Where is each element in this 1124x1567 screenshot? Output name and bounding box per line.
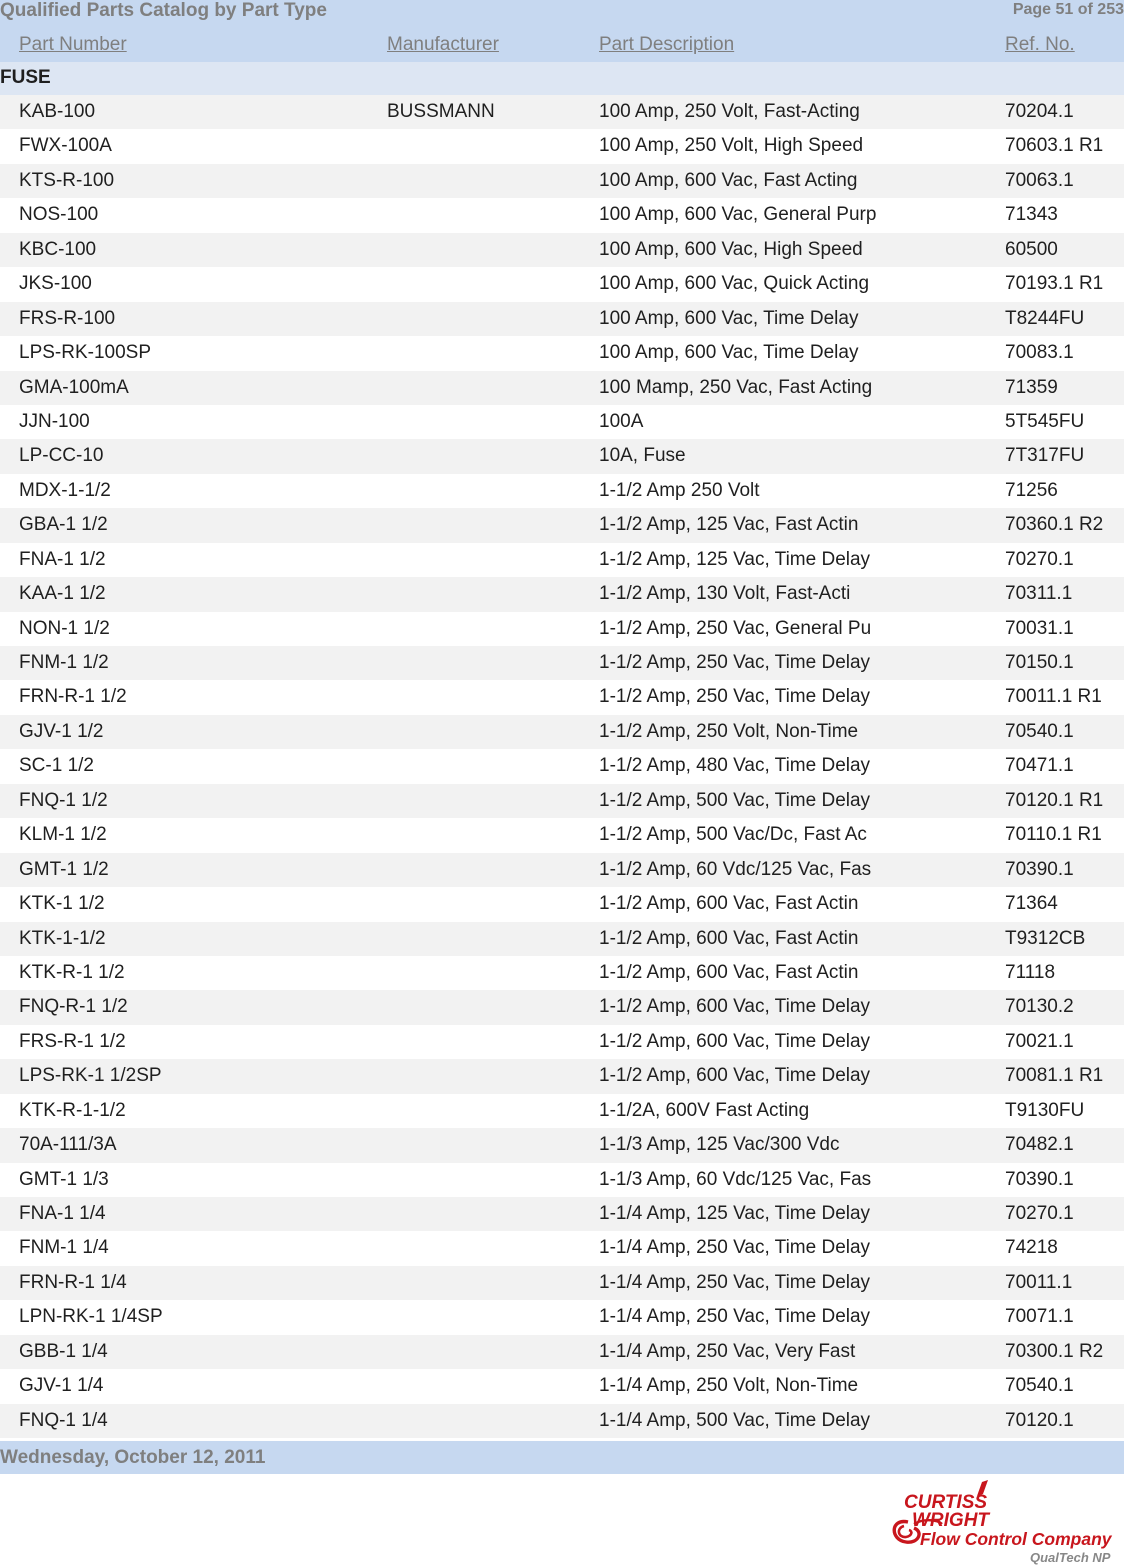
description-cell: 1-1/3 Amp, 60 Vdc/125 Vac, Fas bbox=[599, 1168, 872, 1190]
part-number-cell: SC-1 1/2 bbox=[19, 755, 94, 777]
ref-no-cell: 70270.1 bbox=[1005, 548, 1074, 570]
part-number-cell: FRN-R-1 1/4 bbox=[19, 1271, 127, 1293]
part-number-cell: FWX-100A bbox=[19, 135, 112, 157]
part-number-cell: FRS-R-100 bbox=[19, 307, 116, 329]
ref-no-cell: 70540.1 bbox=[1005, 720, 1074, 742]
ref-no-cell: 70021.1 bbox=[1005, 1030, 1074, 1052]
ref-no-cell: 5T545FU bbox=[1005, 410, 1085, 432]
ref-no-cell: 70300.1 R2 bbox=[1005, 1340, 1104, 1362]
description-cell: 1-1/4 Amp, 250 Volt, Non-Time bbox=[599, 1375, 859, 1397]
table-row bbox=[0, 1266, 1124, 1300]
description-cell: 1-1/2 Amp, 600 Vac, Time Delay bbox=[599, 996, 871, 1018]
parts-table bbox=[0, 95, 1124, 1438]
logo-graphic bbox=[884, 1478, 1124, 1567]
table-row bbox=[0, 543, 1124, 577]
column-header-description: Part Description bbox=[599, 34, 735, 55]
column-header-ref-no: Ref. No. bbox=[1005, 34, 1075, 55]
description-cell: 1-1/2 Amp, 600 Vac, Fast Actin bbox=[599, 927, 859, 949]
part-number-cell: FRN-R-1 1/2 bbox=[19, 686, 127, 708]
table-row bbox=[0, 233, 1124, 267]
logo-line4: QualTech NP bbox=[1030, 1550, 1111, 1565]
description-cell: 100 Amp, 250 Volt, Fast-Acting bbox=[599, 101, 860, 122]
manufacturer-cell: BUSSMANN bbox=[387, 101, 495, 122]
ref-no-cell: T9130FU bbox=[1005, 1099, 1085, 1121]
part-number-cell: FNM-1 1/4 bbox=[19, 1237, 109, 1259]
part-number-cell: FNM-1 1/2 bbox=[19, 652, 109, 673]
description-cell: 100 Amp, 600 Vac, General Purp bbox=[599, 204, 877, 226]
part-number-cell: NON-1 1/2 bbox=[19, 617, 110, 639]
table-row bbox=[0, 405, 1124, 439]
part-number-cell: 70A-111/3A bbox=[19, 1134, 117, 1156]
part-number-cell: KAB-100 bbox=[19, 101, 96, 122]
part-number-cell: LPS-RK-1 1/2SP bbox=[19, 1065, 162, 1087]
table-row bbox=[0, 95, 1124, 129]
group-header bbox=[0, 62, 1124, 95]
report-footer bbox=[0, 1441, 1124, 1474]
table-row bbox=[0, 853, 1124, 887]
description-cell: 100 Amp, 600 Vac, Time Delay bbox=[599, 307, 859, 329]
description-cell: 1-1/2 Amp, 250 Vac, Time Delay bbox=[599, 686, 871, 708]
footer-date: Wednesday, October 12, 2011 bbox=[0, 1447, 266, 1468]
table-row bbox=[0, 1231, 1124, 1265]
description-cell: 1-1/4 Amp, 125 Vac, Time Delay bbox=[599, 1203, 871, 1224]
table-row bbox=[0, 1335, 1124, 1369]
description-cell: 10A, Fuse bbox=[599, 445, 686, 467]
table-row bbox=[0, 715, 1124, 749]
ref-no-cell: 71343 bbox=[1005, 204, 1058, 226]
ref-no-cell: 74218 bbox=[1005, 1237, 1058, 1259]
table-row bbox=[0, 336, 1124, 370]
ref-no-cell: 70360.1 R2 bbox=[1005, 514, 1104, 536]
ref-no-cell: 70011.1 R1 bbox=[1005, 686, 1102, 708]
ref-no-cell: 70071.1 bbox=[1005, 1306, 1074, 1328]
part-number-cell: GBB-1 1/4 bbox=[19, 1340, 108, 1362]
table-row bbox=[0, 680, 1124, 714]
report-title: Qualified Parts Catalog by Part Type bbox=[0, 0, 327, 21]
part-number-cell: GBA-1 1/2 bbox=[19, 514, 108, 536]
description-cell: 1-1/4 Amp, 500 Vac, Time Delay bbox=[599, 1409, 871, 1431]
ref-no-cell: 70120.1 bbox=[1005, 1409, 1074, 1431]
part-number-cell: FNA-1 1/2 bbox=[19, 548, 106, 570]
ref-no-cell: 7T317FU bbox=[1005, 445, 1085, 467]
part-number-cell: LPN-RK-1 1/4SP bbox=[19, 1306, 163, 1328]
description-cell: 1-1/2 Amp, 480 Vac, Time Delay bbox=[599, 755, 871, 777]
ref-no-cell: 70390.1 bbox=[1005, 1168, 1074, 1190]
table-row bbox=[0, 612, 1124, 646]
ref-no-cell: 71364 bbox=[1005, 893, 1058, 915]
description-cell: 1-1/3 Amp, 125 Vac/300 Vdc bbox=[599, 1134, 840, 1156]
description-cell: 1-1/2 Amp, 250 Volt, Non-Time bbox=[599, 720, 859, 742]
ref-no-cell: 70603.1 R1 bbox=[1005, 135, 1104, 157]
description-cell: 100 Amp, 600 Vac, High Speed bbox=[599, 238, 863, 260]
table-row bbox=[0, 1163, 1124, 1197]
description-cell: 100 Amp, 250 Volt, High Speed bbox=[599, 135, 864, 157]
description-cell: 1-1/2A, 600V Fast Acting bbox=[599, 1099, 810, 1121]
table-row bbox=[0, 749, 1124, 783]
table-row bbox=[0, 887, 1124, 921]
table-row bbox=[0, 302, 1124, 336]
page-number: Page 51 of 253 bbox=[1012, 1, 1124, 18]
part-number-cell: KTS-R-100 bbox=[19, 169, 115, 191]
table-row bbox=[0, 956, 1124, 990]
ref-no-cell: 70110.1 R1 bbox=[1005, 824, 1102, 846]
description-cell: 100 Amp, 600 Vac, Quick Acting bbox=[599, 273, 870, 295]
ref-no-cell: 70540.1 bbox=[1005, 1375, 1074, 1397]
ref-no-cell: 70471.1 bbox=[1005, 755, 1074, 777]
part-number-cell: MDX-1-1/2 bbox=[19, 479, 111, 501]
description-cell: 1-1/2 Amp, 600 Vac, Fast Actin bbox=[599, 961, 859, 983]
ref-no-cell: 70193.1 R1 bbox=[1005, 273, 1104, 295]
description-cell: 100 Amp, 600 Vac, Time Delay bbox=[599, 342, 859, 364]
part-number-cell: KAA-1 1/2 bbox=[19, 583, 106, 605]
table-row bbox=[0, 198, 1124, 232]
part-number-cell: FNQ-1 1/2 bbox=[19, 789, 108, 811]
description-cell: 1-1/4 Amp, 250 Vac, Very Fast bbox=[599, 1340, 856, 1362]
part-number-cell: JJN-100 bbox=[19, 410, 90, 432]
table-row bbox=[0, 371, 1124, 405]
ref-no-cell: T9312CB bbox=[1005, 927, 1086, 949]
description-cell: 1-1/2 Amp, 125 Vac, Fast Actin bbox=[599, 514, 859, 536]
table-row bbox=[0, 1025, 1124, 1059]
description-cell: 100A bbox=[599, 410, 644, 432]
description-cell: 100 Amp, 600 Vac, Fast Acting bbox=[599, 169, 858, 191]
description-cell: 1-1/2 Amp, 60 Vdc/125 Vac, Fas bbox=[599, 858, 872, 880]
ref-no-cell: 71118 bbox=[1005, 961, 1056, 983]
description-cell: 1-1/2 Amp 250 Volt bbox=[599, 479, 760, 501]
table-row bbox=[0, 1128, 1124, 1162]
part-number-cell: JKS-100 bbox=[19, 273, 92, 295]
table-row bbox=[0, 818, 1124, 852]
part-number-cell: LP-CC-10 bbox=[19, 445, 104, 467]
ref-no-cell: 70083.1 bbox=[1005, 342, 1074, 364]
part-number-cell: KTK-R-1 1/2 bbox=[19, 961, 125, 983]
column-header-manufacturer: Manufacturer bbox=[387, 34, 499, 55]
table-row bbox=[0, 129, 1124, 163]
ref-no-cell: 70204.1 bbox=[1005, 101, 1074, 122]
table-row bbox=[0, 508, 1124, 542]
logo-line3: Flow Control Company bbox=[920, 1529, 1112, 1549]
part-number-cell: GMT-1 1/2 bbox=[19, 858, 109, 880]
description-cell: 1-1/2 Amp, 600 Vac, Time Delay bbox=[599, 1030, 871, 1052]
description-cell: 1-1/2 Amp, 600 Vac, Time Delay bbox=[599, 1065, 871, 1087]
part-number-cell: FNQ-R-1 1/2 bbox=[19, 996, 128, 1018]
part-number-cell: KBC-100 bbox=[19, 238, 97, 260]
description-cell: 100 Mamp, 250 Vac, Fast Acting bbox=[599, 376, 873, 398]
table-row bbox=[0, 439, 1124, 473]
table-row bbox=[0, 990, 1124, 1024]
description-cell: 1-1/4 Amp, 250 Vac, Time Delay bbox=[599, 1271, 871, 1293]
description-cell: 1-1/2 Amp, 500 Vac/Dc, Fast Ac bbox=[599, 824, 867, 846]
logo-line2: WRIGHT bbox=[912, 1510, 990, 1531]
part-number-cell: NOS-100 bbox=[19, 204, 99, 226]
ref-no-cell: 70063.1 bbox=[1005, 169, 1074, 191]
table-row bbox=[0, 646, 1124, 680]
ref-no-cell: 70270.1 bbox=[1005, 1203, 1074, 1224]
ref-no-cell: 70081.1 R1 bbox=[1005, 1065, 1104, 1087]
column-header-part-number: Part Number bbox=[19, 34, 127, 55]
ref-no-cell: 70150.1 bbox=[1005, 652, 1074, 673]
table-row bbox=[0, 474, 1124, 508]
ref-no-cell: T8244FU bbox=[1005, 307, 1085, 329]
description-cell: 1-1/4 Amp, 250 Vac, Time Delay bbox=[599, 1306, 871, 1328]
description-cell: 1-1/2 Amp, 600 Vac, Fast Actin bbox=[599, 893, 859, 915]
logo-line1: CURTISS bbox=[904, 1492, 988, 1513]
description-cell: 1-1/2 Amp, 130 Volt, Fast-Acti bbox=[599, 583, 851, 605]
description-cell: 1-1/2 Amp, 250 Vac, Time Delay bbox=[599, 652, 871, 673]
description-cell: 1-1/2 Amp, 250 Vac, General Pu bbox=[599, 617, 872, 639]
ref-no-cell: 70482.1 bbox=[1005, 1134, 1074, 1156]
table-row bbox=[0, 577, 1124, 611]
table-row bbox=[0, 1094, 1124, 1128]
description-cell: 1-1/4 Amp, 250 Vac, Time Delay bbox=[599, 1237, 871, 1259]
part-number-cell: FNQ-1 1/4 bbox=[19, 1409, 108, 1431]
part-number-cell: GJV-1 1/4 bbox=[19, 1375, 104, 1397]
part-number-cell: KTK-1-1/2 bbox=[19, 927, 106, 949]
ref-no-cell: 70311.1 bbox=[1005, 583, 1073, 605]
table-row bbox=[0, 1404, 1124, 1438]
ref-no-cell: 70390.1 bbox=[1005, 858, 1074, 880]
part-number-cell: GMT-1 1/3 bbox=[19, 1168, 109, 1190]
part-number-cell: KTK-R-1-1/2 bbox=[19, 1099, 126, 1121]
table-row bbox=[0, 1300, 1124, 1334]
description-cell: 1-1/2 Amp, 500 Vac, Time Delay bbox=[599, 789, 871, 811]
part-number-cell: KLM-1 1/2 bbox=[19, 824, 107, 846]
part-number-cell: KTK-1 1/2 bbox=[19, 893, 105, 915]
group-label: FUSE bbox=[0, 67, 51, 88]
ref-no-cell: 71359 bbox=[1005, 376, 1058, 398]
ref-no-cell: 70031.1 bbox=[1005, 617, 1074, 639]
part-number-cell: FNA-1 1/4 bbox=[19, 1203, 106, 1224]
report-header bbox=[0, 0, 1124, 62]
table-row bbox=[0, 784, 1124, 818]
table-row bbox=[0, 1369, 1124, 1403]
table-row bbox=[0, 922, 1124, 956]
ref-no-cell: 71256 bbox=[1005, 479, 1058, 501]
ref-no-cell: 70011.1 bbox=[1005, 1271, 1073, 1293]
description-cell: 1-1/2 Amp, 125 Vac, Time Delay bbox=[599, 548, 871, 570]
ref-no-cell: 60500 bbox=[1005, 238, 1058, 260]
table-row bbox=[0, 164, 1124, 198]
table-row bbox=[0, 1059, 1124, 1093]
part-number-cell: LPS-RK-100SP bbox=[19, 342, 152, 364]
part-number-cell: GJV-1 1/2 bbox=[19, 720, 104, 742]
table-row bbox=[0, 1197, 1124, 1231]
ref-no-cell: 70120.1 R1 bbox=[1005, 789, 1104, 811]
part-number-cell: FRS-R-1 1/2 bbox=[19, 1030, 126, 1052]
table-row bbox=[0, 267, 1124, 301]
ref-no-cell: 70130.2 bbox=[1005, 996, 1074, 1018]
curtiss-wright-logo bbox=[884, 1478, 1124, 1567]
part-number-cell: GMA-100mA bbox=[19, 376, 129, 398]
